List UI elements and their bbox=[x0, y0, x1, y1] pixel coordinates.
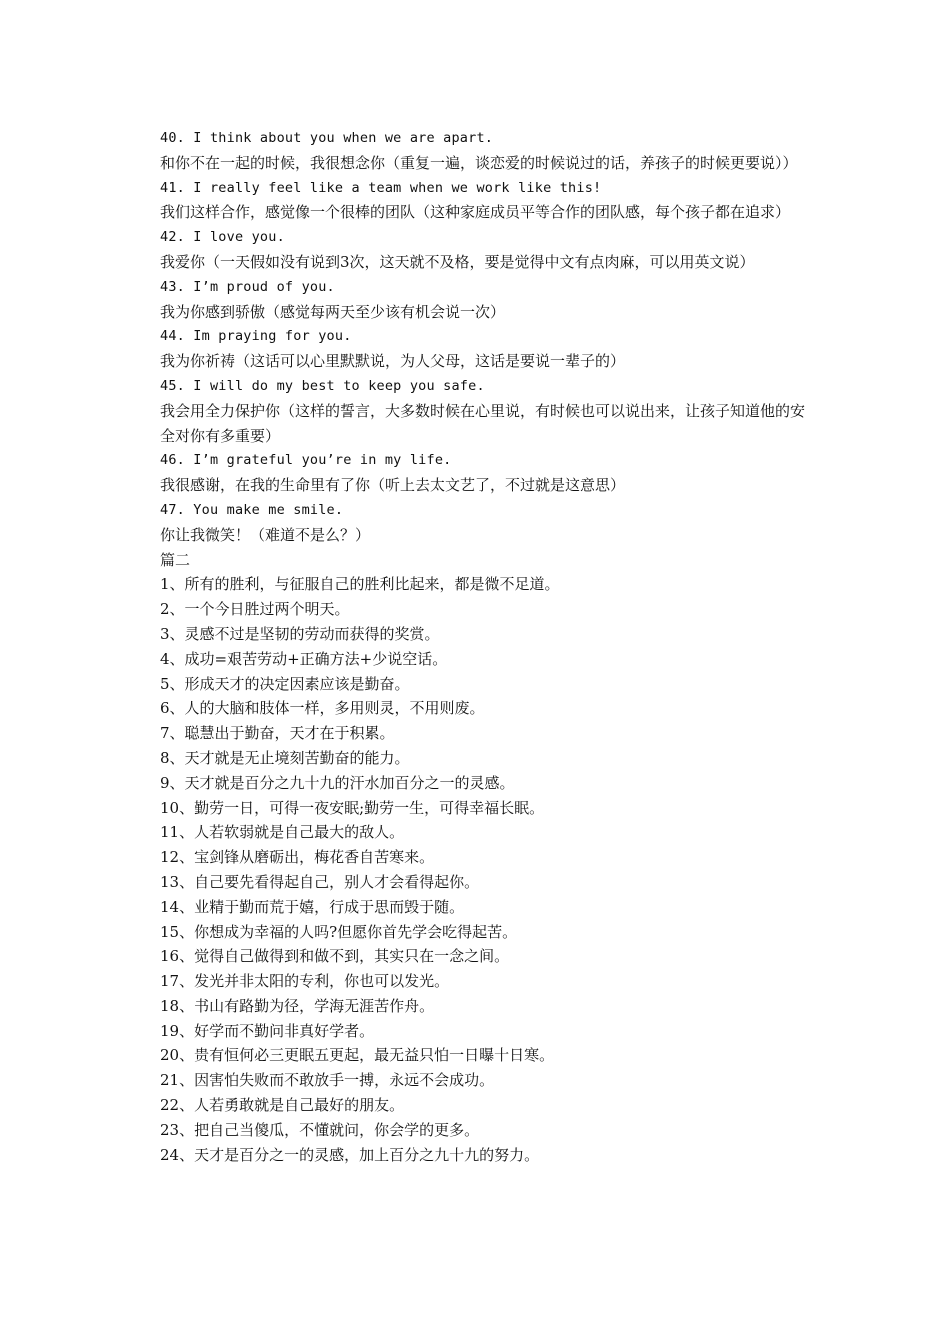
chinese-translation-42: 我爱你（一天假如没有说到3次，这天就不及格，要是觉得中文有点肉麻，可以用英文说） bbox=[160, 252, 755, 271]
quote-line: 5、形成天才的决定因素应该是勤奋。 bbox=[160, 674, 410, 693]
quote-line: 2、一个今日胜过两个明天。 bbox=[160, 600, 350, 619]
quote-line: 11、人若软弱就是自己最大的敌人。 bbox=[160, 823, 405, 842]
quote-line: 13、自己要先看得起自己，别人才会看得起你。 bbox=[160, 872, 480, 891]
document-body bbox=[144, 126, 806, 1167]
english-phrase-42: 42. I love you. bbox=[160, 229, 285, 246]
quote-line: 6、人的大脑和肢体一样，多用则灵，不用则废。 bbox=[160, 699, 485, 718]
quote-line: 21、因害怕失败而不敢放手一搏，永远不会成功。 bbox=[160, 1071, 495, 1090]
chinese-translation-41: 我们这样合作，感觉像一个很棒的团队（这种家庭成员平等合作的团队感，每个孩子都在追求） bbox=[160, 203, 791, 222]
quote-line: 19、好学而不勤问非真好学者。 bbox=[160, 1021, 375, 1040]
chinese-translation-45: 我会用全力保护你（这样的誓言，大多数时候在心里说，有时候也可以说出来，让孩子知道他的安全对你有多重要） bbox=[160, 401, 806, 445]
quote-line: 1、所有的胜利，与征服自己的胜利比起来，都是微不足道。 bbox=[160, 575, 560, 594]
quote-line: 4、成功=艰苦劳动+正确方法+少说空话。 bbox=[160, 649, 448, 668]
quote-line: 16、觉得自己做得到和做不到，其实只在一念之间。 bbox=[160, 947, 510, 966]
quote-line: 9、天才就是百分之九十九的汗水加百分之一的灵感。 bbox=[160, 773, 515, 792]
quote-line: 8、天才就是无止境刻苦勤奋的能力。 bbox=[160, 748, 410, 767]
english-phrase-44: 44. Im praying for you. bbox=[160, 328, 352, 345]
chinese-translation-43: 我为你感到骄傲（感觉每两天至少该有机会说一次） bbox=[160, 302, 506, 321]
quote-line: 7、聪慧出于勤奋，天才在于积累。 bbox=[160, 724, 395, 743]
quote-line: 18、书山有路勤为径，学海无涯苦作舟。 bbox=[160, 996, 435, 1015]
english-phrase-43: 43. I’m proud of you. bbox=[160, 278, 335, 295]
english-phrase-45: 45. I will do my best to keep you safe. bbox=[160, 377, 485, 394]
english-phrase-40: 40. I think about you when we are apart. bbox=[160, 130, 494, 146]
quote-line: 14、业精于勤而荒于嬉，行成于思而毁于随。 bbox=[160, 897, 465, 916]
quote-line: 17、发光并非太阳的专利，你也可以发光。 bbox=[160, 972, 450, 991]
chinese-translation-47: 你让我微笑！（难道不是么？） bbox=[160, 525, 371, 544]
chinese-translation-46: 我很感谢，在我的生命里有了你（听上去太文艺了，不过就是这意思） bbox=[160, 476, 626, 495]
quote-line: 20、贵有恒何必三更眠五更起，最无益只怕一日曝十日寒。 bbox=[160, 1046, 555, 1065]
quote-line: 23、把自己当傻瓜，不懂就问，你会学的更多。 bbox=[160, 1120, 480, 1139]
section-title: 篇二 bbox=[160, 550, 191, 569]
chinese-translation-40: 和你不在一起的时候，我很想念你（重复一遍，谈恋爱的时候说过的话，养孩子的时候更要说）） bbox=[160, 153, 798, 172]
english-phrase-47: 47. You make me smile. bbox=[160, 501, 344, 518]
chinese-translation-44: 我为你祈祷（这话可以心里默默说，为人父母，这话是要说一辈子的） bbox=[160, 352, 626, 371]
quote-line: 3、灵感不过是坚韧的劳动而获得的奖赏。 bbox=[160, 624, 440, 643]
english-phrase-41: 41. I really feel like a team when we work like this! bbox=[160, 179, 602, 196]
quote-line: 22、人若勇敢就是自己最好的朋友。 bbox=[160, 1096, 405, 1115]
quote-line: 12、宝剑锋从磨砺出，梅花香自苦寒来。 bbox=[160, 848, 435, 867]
quote-line: 24、天才是百分之一的灵感，加上百分之九十九的努力。 bbox=[160, 1145, 540, 1164]
english-phrase-46: 46. I’m grateful you’re in my life. bbox=[160, 452, 452, 469]
quote-line: 15、你想成为幸福的人吗?但愿你首先学会吃得起苦。 bbox=[160, 922, 518, 941]
quote-line: 10、勤劳一日，可得一夜安眠;勤劳一生，可得幸福长眠。 bbox=[160, 798, 545, 817]
